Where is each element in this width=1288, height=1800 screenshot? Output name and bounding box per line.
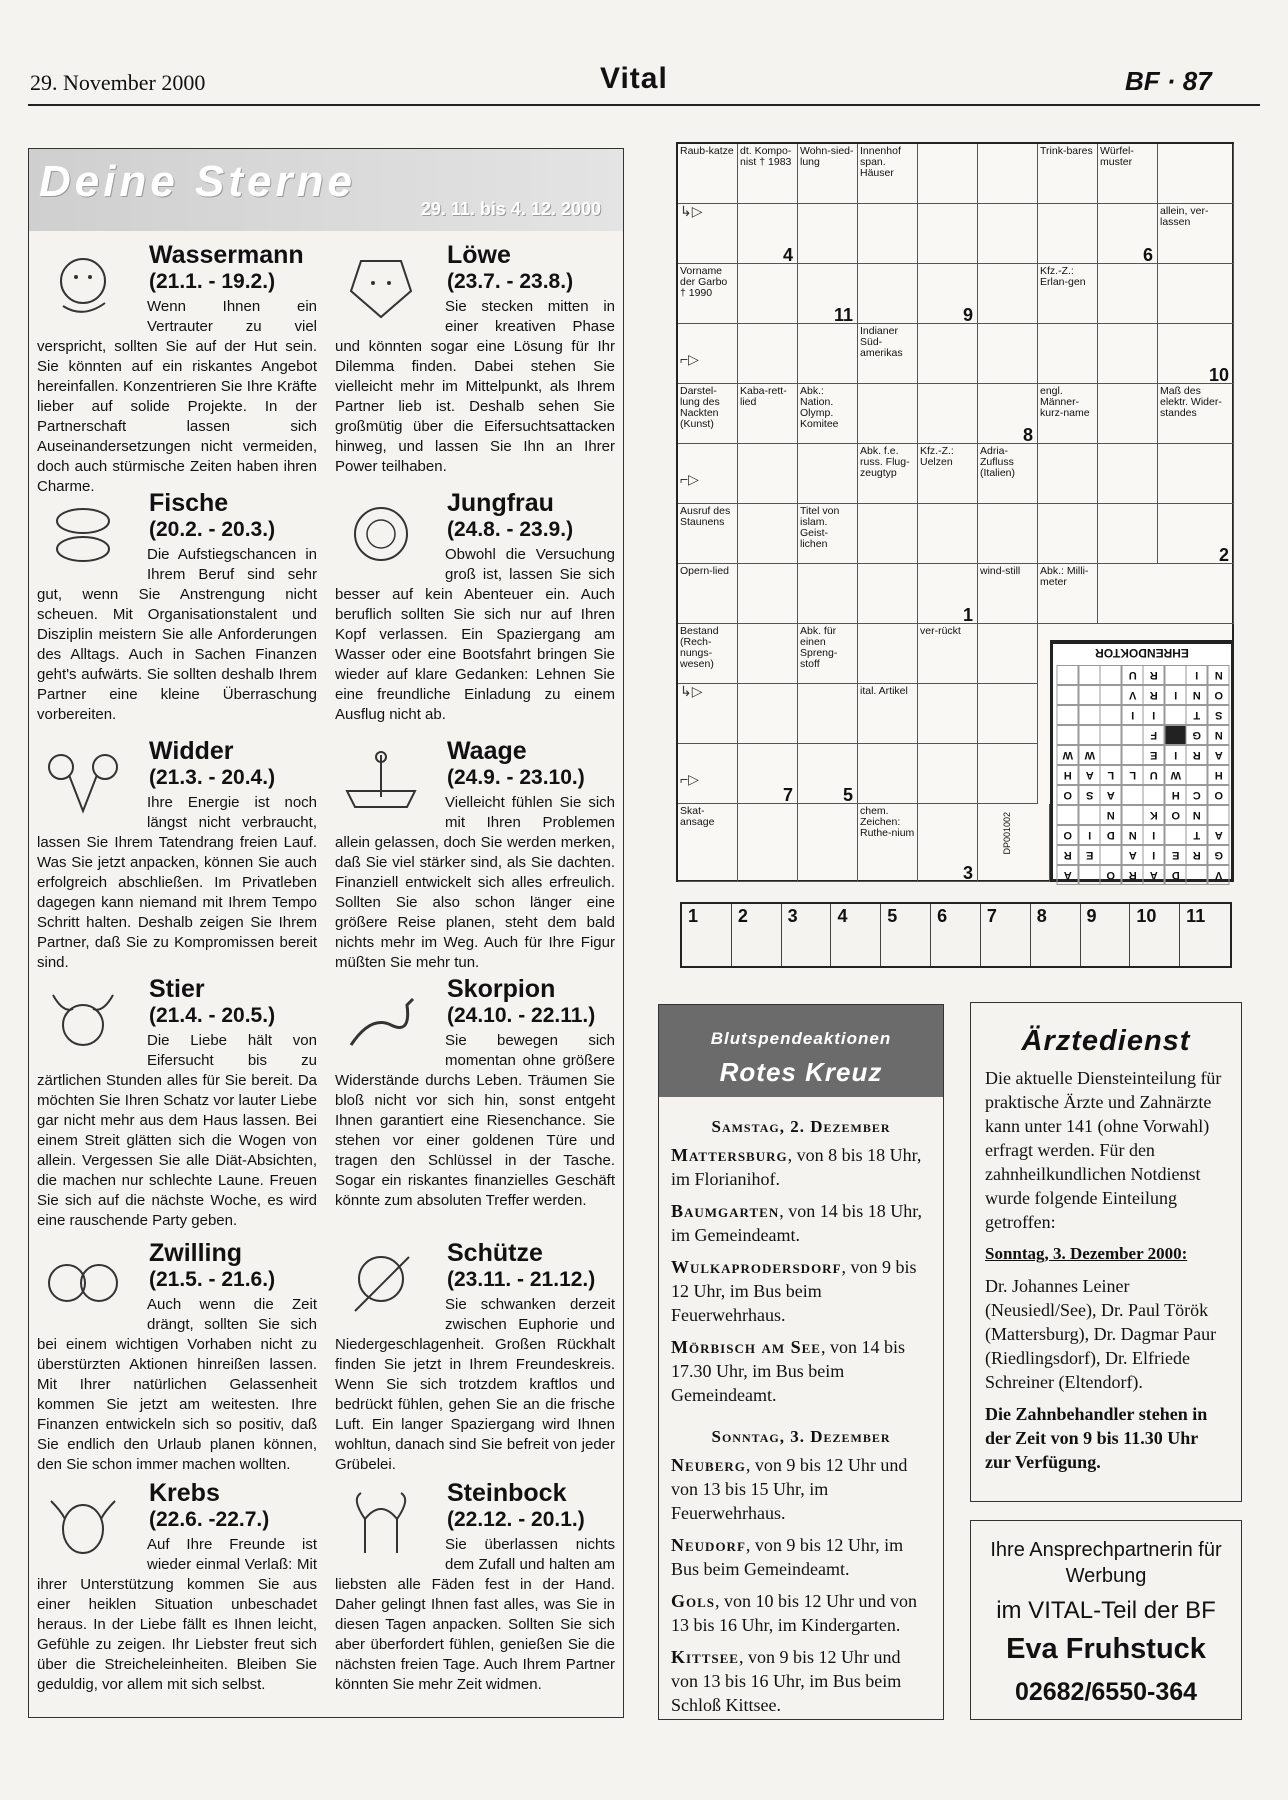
grid-cell[interactable] (1038, 504, 1098, 564)
sign-schuetze (335, 1239, 615, 1475)
clue-cell: Wohn-sied-lung (798, 144, 858, 204)
blood-time: , von 14 bis 18 Uhr, im Gemeindeamt. (671, 1201, 922, 1245)
blood-donation-title: Blutspendeaktionen (710, 1029, 892, 1048)
clue-cell: ital. Artikel (858, 684, 918, 744)
sign-widder (37, 737, 317, 973)
blood-day-heading: Samstag, 2. Dezember (711, 1117, 891, 1136)
sign-zwilling (37, 1239, 317, 1475)
cell-number: 6 (1142, 245, 1153, 265)
sign-range: (21.5. - 21.6.) (149, 1268, 276, 1291)
sign-range: (24.9. - 23.10.) (447, 766, 585, 789)
clue-cell: Raub-katze (678, 144, 738, 204)
pisces-icon (43, 499, 123, 569)
grid-cell[interactable] (918, 144, 978, 204)
sign-wassermann (37, 241, 317, 497)
blood-entry (659, 1255, 943, 1327)
sign-name: Stier (149, 975, 205, 1003)
clue-cell: allein, ver-lassen (1158, 204, 1234, 264)
grid-cell[interactable] (1158, 144, 1234, 204)
grid-cell[interactable] (1158, 264, 1234, 324)
ehrendoktor-puzzle (1050, 640, 1234, 882)
blood-entry (659, 1589, 943, 1637)
sign-range: (21.4. - 20.5.) (149, 1004, 276, 1027)
sign-text: Ihre Energie ist noch längst nicht verbraucht, lassen Sie Ihrem Tatendrang freien Lauf. Was Sie jetzt anpacken, können Sie auch erfolgreich abschließen. Im Privatleben dagegen kann niemand mit Ihrem Tempo Schritt halten. Deshalb zeigen Sie Ihrem Partner, daß Sie zu Kompromissen bereit sind. (37, 794, 317, 971)
grid-cell[interactable] (798, 444, 858, 504)
sign-text: Sie bewegen sich momentan ohne größere Widerstände durchs Leben. Träumen Sie bloß nicht vor sich hin, sonst entgeht Ihnen garantiert eine Riesenchance. Sie stehen vor einer goldenen Türe und tragen den Schlüssel in der Tasche. Sogar ein riskantes finanzielles Geschäft könnte zum absoluten Treffer werden. (335, 1032, 615, 1209)
clue-cell: Skat-ansage (678, 804, 738, 882)
clue-cell: Abk. f.e. russ. Flug-zeugtyp (858, 444, 918, 504)
puzzle-code: DP001002 (1002, 812, 1012, 855)
blood-place: Kittsee (671, 1647, 739, 1667)
sign-text: Obwohl die Versuchung groß ist, lassen Sie sich besser auf kein Abenteuer ein. Auch beruflich sollten Sie sich nur auf Ihren Kopf verlassen. Ein Spaziergang am Wasser oder eine Bootsfahrt bringen Sie wieder auf klare Gedanken: Lehnen Sie eine freundliche Einladung zu einem Ausflug nicht ab. (335, 546, 615, 723)
sign-name: Wassermann (149, 241, 304, 269)
clue-cell: engl. Männer-kurz-name (1038, 384, 1098, 444)
page-date: 29. November 2000 (30, 70, 206, 95)
sign-range: (23.11. - 21.12.) (447, 1268, 596, 1291)
cell-number: 3 (962, 863, 973, 883)
blood-time: , von 8 bis 18 Uhr, im Florianihof. (671, 1145, 922, 1189)
solution-box[interactable]: 9 (1081, 904, 1131, 966)
grid-cell[interactable] (798, 204, 858, 264)
grid-cell[interactable] (1158, 444, 1234, 504)
grid-cell[interactable] (918, 204, 978, 264)
blood-time: , von 10 bis 12 Uhr und von 13 bis 16 Uhr, im Kindergarten. (671, 1591, 918, 1635)
sign-name: Steinbock (447, 1479, 567, 1507)
clue-cell: Opern-lied (678, 564, 738, 624)
grid-cell[interactable] (1158, 324, 1234, 384)
sign-range: (20.2. - 20.3.) (149, 518, 276, 541)
ad-contact-phone[interactable]: 02682/6550-364 (1014, 1678, 1198, 1706)
solution-box[interactable]: 1 (682, 904, 732, 966)
aries-icon (43, 747, 123, 817)
grid-cell[interactable] (738, 324, 798, 384)
doctor-service-intro: Die aktuelle Diensteinteilung für praktische Ärzte und Zahnärzte kann unter 141 (ohne Vorwahl) erfragt werden. Für den zahnheilkundlichen Notdienst wurde folgende Einteilung getroffen: (985, 1068, 1222, 1232)
sign-name: Krebs (149, 1479, 220, 1507)
blood-place: Neuberg (671, 1455, 746, 1475)
grid-cell[interactable]: ↳▷ (678, 684, 738, 744)
sign-text: Auch wenn die Zeit drängt, sollten Sie sich bei einem wichtigen Vorhaben nicht zu überstürzten Aktionen hinreißen lassen. Mit Ihrer natürlichen Gelassenheit kommen Sie jetzt am weitesten. Ihre Finanzen entwickeln sich so positiv, daß Sie endlich den Urlaub planen können, den Sie schon immer machen wollten. (37, 1296, 317, 1473)
grid-cell[interactable] (738, 504, 798, 564)
cell-number: 7 (782, 785, 793, 805)
grid-cell[interactable] (1098, 384, 1158, 444)
ad-contact-intro: Ihre Ansprechpartnerin für Werbung (990, 1539, 1222, 1587)
blood-donation-subtitle: Rotes Kreuz (719, 1057, 883, 1087)
grid-cell[interactable] (918, 684, 978, 744)
grid-cell[interactable] (738, 564, 798, 624)
gemini-icon (43, 1249, 123, 1319)
solution-row (680, 902, 1232, 968)
doctor-service-note: Die Zahnbehandler stehen in der Zeit von 9 bis 11.30 Uhr zur Verfügung. (985, 1404, 1208, 1472)
horoscope-banner (29, 149, 624, 231)
solution-box[interactable]: 5 (881, 904, 931, 966)
blood-place: Mörbisch am See (671, 1337, 821, 1357)
sign-text: Vielleicht fühlen Sie sich mit Ihren Problemen allein gelassen, doch Sie werden merken, daß Sie viel stärker sind, als Sie dachten. Finanziell entwickelt sich alles erfreulich. Sollten Sie also schon länger eine größere Reise planen, steht dem bald nichts mehr im Weg. Auch für Ihre Figur müßten Sie mehr tun. (335, 794, 615, 971)
sign-text: Sie schwanken derzeit zwischen Euphorie und Niedergeschlagenheit. Großen Rückhalt finden Sie jetzt in Ihrem Freundeskreis. Wenn Sie sich trotzdem kraftlos und bedrückt fühlen, gehen Sie an die frische Luft. Ein langer Spaziergang wird Ihnen wohltun, danach sind Sie befreit von jeder Grübelei. (335, 1296, 615, 1473)
sign-range: (21.1. - 19.2.) (149, 270, 276, 293)
grid-cell[interactable] (1158, 504, 1234, 564)
ehrendoktor-grid: U R I N V R I N O I I T S F G N W W E I R A H A L L U W H O S A H C O N K O N O I D N I T A R E A I E R G A O R A D V (1057, 665, 1229, 877)
grid-cell[interactable] (858, 744, 918, 804)
grid-cell[interactable] (858, 624, 918, 684)
sign-range: (22.12. - 20.1.) (447, 1508, 585, 1531)
grid-cell[interactable] (918, 324, 978, 384)
sign-range: (24.10. - 22.11.) (447, 1004, 596, 1027)
blood-entry (659, 1335, 943, 1407)
grid-cell[interactable] (1098, 444, 1158, 504)
grid-cell[interactable] (738, 624, 798, 684)
advertising-contact-box (970, 1520, 1242, 1720)
crossword (676, 142, 1234, 882)
ehrendoktor-title: EHRENDOKTOR (1053, 643, 1231, 662)
grid-cell[interactable] (1098, 264, 1158, 324)
grid-cell[interactable] (918, 384, 978, 444)
solution-box[interactable]: 7 (981, 904, 1031, 966)
sign-loewe (335, 241, 615, 477)
grid-cell[interactable] (978, 384, 1038, 444)
grid-cell[interactable] (798, 744, 858, 804)
blood-donation-header (659, 1005, 943, 1097)
solution-box[interactable]: 10 (1130, 904, 1180, 966)
blood-entry (659, 1645, 943, 1717)
grid-cell[interactable] (1098, 204, 1158, 264)
grid-cell[interactable] (1098, 504, 1158, 564)
ad-contact-name: Eva Fruhstuck (1006, 1633, 1206, 1665)
sign-name: Zwilling (149, 1239, 243, 1267)
blood-time: , von 14 bis 17.30 Uhr, im Bus beim Gemeindeamt. (671, 1337, 905, 1405)
sign-name: Widder (149, 737, 234, 765)
clue-cell: chem. Zeichen: Ruthe-nium (858, 804, 918, 882)
grid-cell[interactable] (798, 804, 858, 882)
sign-text: Die Aufstiegschancen in Ihrem Beruf sind sehr gut, wenn Sie Anstrengung nicht scheuen. Mit Organisationstalent und Disziplin meistern Sie alle Anforderungen des Alltags. Auch in Sachen Finanzen geht's aufwärts. Sie sollten deshalb Ihrem Partner eine kleine Überraschung vorbereiten. (37, 546, 317, 723)
grid-cell[interactable] (978, 204, 1038, 264)
blood-entry (659, 1453, 943, 1525)
sign-steinbock (335, 1479, 615, 1695)
libra-icon (341, 747, 421, 817)
ad-contact-section: im VITAL-Teil der BF (996, 1597, 1216, 1624)
cell-number: 5 (842, 785, 853, 805)
grid-cell[interactable] (738, 804, 798, 882)
taurus-icon (43, 985, 123, 1055)
blood-place: Gols (671, 1591, 716, 1611)
grid-cell[interactable] (978, 504, 1038, 564)
cell-number: 11 (833, 305, 853, 325)
blood-donation-box (658, 1004, 944, 1720)
brand-page-number: BF · 87 (1125, 66, 1212, 96)
grid-cell[interactable] (978, 624, 1038, 684)
grid-cell[interactable] (1038, 204, 1098, 264)
grid-cell[interactable] (978, 744, 1038, 804)
sign-text: Sie überlassen nichts dem Zufall und halten am liebsten alle Fäden fest in der Hand. Daher gelingt Ihnen fast alles, was Sie in diesen Tagen anpacken. Sollten Sie sich aber überfordert fühlen, genießen Sie die nächsten freien Tage. Auch Ihrem Partner könnten Sie mehr Zeit widmen. (335, 1536, 615, 1693)
blood-entry (659, 1143, 943, 1191)
clue-cell: Abk.: Nation. Olymp. Komitee (798, 384, 858, 444)
clue-cell: Würfel-muster (1098, 144, 1158, 204)
grid-cell[interactable] (798, 264, 858, 324)
grid-cell[interactable] (798, 324, 858, 384)
clue-cell: Kfz.-Z.: Uelzen (918, 444, 978, 504)
grid-cell[interactable] (738, 684, 798, 744)
clue-cell: ver-rückt (918, 624, 978, 684)
grid-cell[interactable] (1098, 324, 1158, 384)
grid-cell[interactable] (798, 564, 858, 624)
code-cell (978, 804, 1050, 882)
cell-number: 2 (1218, 545, 1229, 565)
blood-place: Mattersburg (671, 1145, 788, 1165)
solution-box[interactable]: 3 (782, 904, 832, 966)
cell-number: 4 (782, 245, 793, 265)
blood-time: , von 9 bis 12 Uhr und von 13 bis 15 Uhr, im Feuerwehrhaus. (671, 1455, 908, 1523)
solution-box[interactable]: 11 (1186, 906, 1206, 926)
sign-jungfrau (335, 489, 615, 725)
sign-fische (37, 489, 317, 725)
clue-cell: Abk. für einen Spreng-stoff (798, 624, 858, 684)
grid-cell[interactable] (1038, 324, 1098, 384)
blood-time: , von 9 bis 12 Uhr, im Bus beim Feuerwehrhaus. (671, 1257, 917, 1325)
grid-cell[interactable] (858, 204, 918, 264)
capricorn-icon (341, 1489, 421, 1559)
clue-cell: Vorname der Garbo † 1990 (678, 264, 738, 324)
aquarius-icon (43, 251, 123, 321)
sign-range: (22.6. -22.7.) (149, 1508, 270, 1531)
grid-cell[interactable] (918, 264, 978, 324)
blood-time: , von 9 bis 12 Uhr und von 13 bis 16 Uhr, im Bus beim Schloß Kittsee. (671, 1647, 902, 1715)
grid-cell[interactable] (978, 324, 1038, 384)
blood-place: Baumgarten (671, 1201, 780, 1221)
clue-cell: dt. Kompo-nist † 1983 (738, 144, 798, 204)
virgo-icon (341, 499, 421, 569)
solution-box[interactable]: 8 (1031, 904, 1081, 966)
grid-cell[interactable] (858, 264, 918, 324)
blood-place: Wulkaprodersdorf (671, 1257, 842, 1277)
sign-krebs (37, 1479, 317, 1695)
sagittarius-icon (341, 1249, 421, 1319)
grid-cell[interactable] (1098, 564, 1234, 624)
sign-skorpion (335, 975, 615, 1211)
solution-box[interactable]: 6 (931, 904, 981, 966)
grid-cell[interactable]: ⌐▷ (678, 444, 738, 504)
grid-cell[interactable]: ⌐▷ (678, 744, 738, 804)
grid-cell[interactable] (858, 564, 918, 624)
sign-text: Sie stecken mitten in einer kreativen Phase und könnten sogar eine Lösung für Ihr Dilemma finden. Dabei stehen Sie vielleicht mehr im Mittelpunkt, als Ihrem Partner lieb ist. Deshalb sehen Sie großmütig über die Eifersuchtsattacken hinweg, und lassen Sie Ihn an Ihrer Power teilhaben. (335, 298, 615, 475)
solution-box[interactable]: 2 (732, 904, 782, 966)
solution-box[interactable]: 4 (831, 904, 881, 966)
blood-time: , von 9 bis 12 Uhr, im Bus beim Gemeindeamt. (671, 1535, 904, 1579)
clue-cell: wind-still (978, 564, 1038, 624)
sign-name: Schütze (447, 1239, 543, 1267)
cell-number: 8 (1022, 425, 1033, 445)
cell-number: 1 (962, 605, 973, 625)
section-title: Vital (600, 62, 668, 95)
sign-name: Skorpion (447, 975, 556, 1003)
clue-cell: Ausruf des Staunens (678, 504, 738, 564)
grid-cell[interactable]: ↳▷ (678, 204, 738, 264)
sign-waage (335, 737, 615, 973)
sign-name: Jungfrau (447, 489, 554, 517)
clue-cell: Innenhof span. Häuser (858, 144, 918, 204)
doctor-service-box (970, 1002, 1242, 1502)
sign-name: Waage (447, 737, 527, 765)
sign-text: Auf Ihre Freunde ist wieder einmal Verlaß: Mit ihrer Unterstützung kommen Sie aus einer heiklen Situation unbeschadet heraus. In der Liebe fällt es Ihnen leicht, Gefühle zu zeigen. Ihr Liebster freut sich über die Streicheleinheiten. Bleiben Sie geduldig, vor allem mit sich selbst. (37, 1536, 317, 1693)
sign-stier (37, 975, 317, 1231)
grid-cell[interactable] (858, 504, 918, 564)
doctor-service-title: Ärztedienst (1021, 1025, 1191, 1057)
sign-text: Die Liebe hält von Eifersucht bis zu zärtlichen Stunden alles für Sie bereit. Da möchten Sie Ihren Schatz vor lauter Liebe gar nicht mehr aus dem Haus lassen. Bei einem Streit glätten sich die Wogen von allein. Vergessen Sie alle Diät-Absichten, die machen nur schlechte Laune. Freuen Sie sich auf die nächste Woche, es wird eine rauschende Party geben. (37, 1032, 317, 1229)
grid-cell[interactable] (978, 684, 1038, 744)
grid-cell[interactable] (918, 504, 978, 564)
clue-cell: Kaba-rett-lied (738, 384, 798, 444)
clue-cell: Darstel-lung des Nackten (Kunst) (678, 384, 738, 444)
clue-cell: Maß des elektr. Wider-standes (1158, 384, 1234, 444)
blood-entry (659, 1533, 943, 1581)
doctor-service-date: Sonntag, 3. Dezember 2000: (985, 1244, 1188, 1263)
grid-cell[interactable] (918, 744, 978, 804)
clue-cell: Kfz.-Z.: Erlan-gen (1038, 264, 1098, 324)
cell-number: 10 (1208, 365, 1229, 385)
cell-number: 9 (962, 305, 973, 325)
horoscope-title: Deine Sterne (39, 157, 356, 206)
grid-cell[interactable] (738, 744, 798, 804)
blood-place: Neudorf (671, 1535, 746, 1555)
grid-cell[interactable] (738, 204, 798, 264)
leo-icon (341, 251, 421, 321)
clue-cell: Bestand (Rech-nungs-wesen) (678, 624, 738, 684)
sign-name: Löwe (447, 241, 511, 269)
horoscope-box (28, 148, 624, 1718)
blood-day-heading: Sonntag, 3. Dezember (711, 1427, 891, 1446)
grid-cell[interactable] (918, 564, 978, 624)
sign-range: (23.7. - 23.8.) (447, 270, 574, 293)
grid-cell[interactable] (918, 804, 978, 882)
grid-cell[interactable] (1038, 444, 1098, 504)
grid-cell[interactable] (738, 264, 798, 324)
grid-cell[interactable] (858, 384, 918, 444)
clue-cell: Abk.: Milli-meter (1038, 564, 1098, 624)
grid-cell[interactable] (978, 144, 1038, 204)
clue-cell: Titel von islam. Geist-lichen (798, 504, 858, 564)
grid-cell[interactable] (798, 684, 858, 744)
clue-cell: Trink-bares (1038, 144, 1098, 204)
clue-cell: Indianer Süd-amerikas (858, 324, 918, 384)
sign-text: Wenn Ihnen ein Vertrauter zu viel verspricht, sollten Sie auf der Hut sein. Sie könnten auf ein riskantes Angebot hereinfallen. Konzentrieren Sie Ihre Kräfte lieber auf solide Projekte. In der Partnerschaft lassen sich Auseinandersetzungen nicht vermeiden, doch auch stürmische Zeiten haben ihren Charme. (37, 298, 317, 495)
sign-range: (24.8. - 23.9.) (447, 518, 574, 541)
horoscope-range: 29. 11. bis 4. 12. 2000 (420, 199, 601, 219)
cancer-icon (43, 1489, 123, 1559)
sign-name: Fische (149, 489, 229, 517)
grid-cell[interactable] (738, 444, 798, 504)
blood-entry (659, 1199, 943, 1247)
clue-cell: Adria-Zufluss (Italien) (978, 444, 1038, 504)
grid-cell[interactable]: ⌐▷ (678, 324, 738, 384)
header-rule (28, 104, 1260, 106)
sign-range: (21.3. - 20.4.) (149, 766, 276, 789)
grid-cell[interactable] (978, 264, 1038, 324)
scorpio-icon (341, 985, 421, 1055)
doctor-service-list: Dr. Johannes Leiner (Neusiedl/See), Dr. Paul Török (Mattersburg), Dr. Dagmar Paur (Riedlingsdorf), Dr. Elfriede Schreiner (Eltendorf). (985, 1276, 1217, 1392)
